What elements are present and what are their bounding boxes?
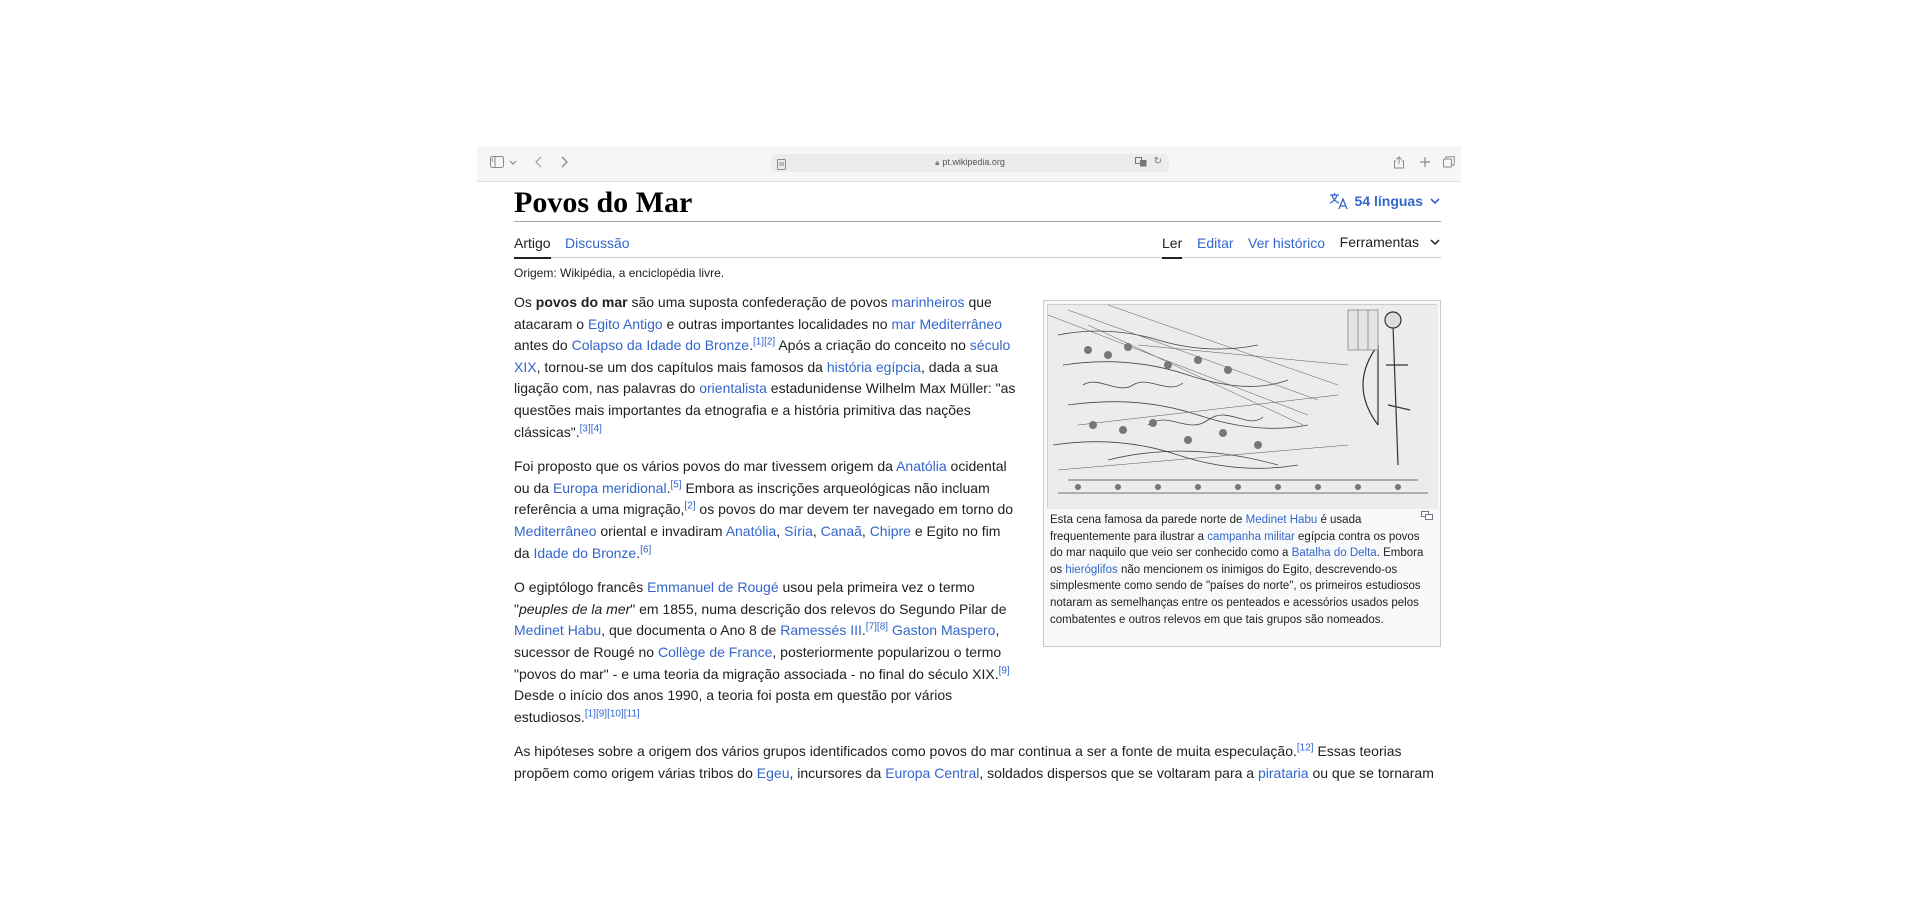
browser-window — [477, 146, 1461, 781]
tab-read[interactable]: Ler — [1162, 235, 1183, 251]
text-run: ou que se tornaram — [1308, 764, 1434, 781]
browser-toolbar — [477, 146, 1461, 182]
back-icon[interactable] — [534, 156, 544, 168]
tools-label: Ferramentas — [1339, 234, 1419, 250]
text-run: , sucessor de Rougé no — [514, 622, 1000, 660]
text-run: , soldados dispersos que se voltaram para a — [979, 764, 1258, 781]
wiki-link[interactable]: século XIX — [514, 337, 1011, 375]
text-run: , que documenta o Ano 8 de — [601, 622, 781, 639]
paragraph-hypotheses — [514, 741, 1441, 784]
text-run: , dada a sua ligação com, nas palavras do — [514, 358, 999, 397]
text-run: Embora as inscrições arqueológicas não incluam referência a uma migração, — [514, 479, 990, 518]
reference-link[interactable]: [7][8] — [865, 621, 889, 633]
text-run: oriental e invadiram — [596, 522, 726, 539]
paragraph-origin — [514, 456, 1019, 564]
text-run: são uma suposta confederação de povos — [627, 294, 892, 310]
tabs-overview-icon[interactable] — [1443, 156, 1455, 168]
bold-text: povos do mar — [535, 294, 628, 310]
tab-article[interactable]: Artigo — [514, 235, 551, 251]
text-run: é usada frequentemente para ilustrar a — [1050, 514, 1362, 543]
wiki-link[interactable]: pirataria — [1257, 764, 1309, 781]
text-run: . — [636, 544, 641, 561]
site-tagline: Origem: Wikipédia, a enciclopédia livre. — [514, 266, 725, 280]
tools-menu[interactable] — [1340, 234, 1441, 250]
text-run: Após a criação do conceito no — [775, 337, 970, 354]
chevron-down-icon[interactable] — [509, 156, 517, 168]
wiki-link[interactable]: Medinet Habu — [514, 622, 602, 639]
wiki-link[interactable]: Egeu — [756, 764, 790, 781]
text-run: Essas teorias propõem como origem várias tribos do — [514, 743, 1402, 781]
translate-icon[interactable] — [1135, 157, 1147, 169]
reference-link[interactable]: [1][9][10][11] — [584, 708, 640, 720]
text-run: Foi proposto que os vários povos do mar tivessem origem da — [514, 458, 897, 475]
text-run: e Egito no fim da — [514, 522, 1001, 561]
text-run: ocidental ou da — [514, 458, 1007, 496]
tab-discussion[interactable]: Discussão — [565, 235, 630, 251]
text-run: que atacaram o — [514, 294, 992, 332]
wiki-link[interactable]: Emmanuel de Rougé — [647, 579, 779, 596]
forward-icon[interactable] — [559, 156, 569, 168]
wiki-link[interactable]: Egito Antigo — [587, 315, 663, 332]
address-bar[interactable] — [771, 154, 1169, 172]
wiki-link[interactable]: Collège de France — [657, 643, 773, 660]
reference-link[interactable]: [3][4] — [579, 422, 602, 434]
reference-link[interactable]: [5] — [670, 479, 682, 491]
language-icon — [1329, 192, 1349, 210]
url-text: pt.wikipedia.org — [942, 157, 1005, 167]
text-run: . Embora os — [1050, 547, 1424, 576]
reference-link[interactable]: [2] — [684, 500, 696, 512]
reference-link[interactable]: [1][2] — [752, 336, 776, 348]
reference-link[interactable]: [12] — [1296, 742, 1314, 754]
wiki-link[interactable]: Gaston Maspero — [891, 622, 996, 639]
text-run: . — [749, 337, 753, 354]
text-run: , — [812, 522, 821, 539]
wiki-link[interactable]: história egípcia — [826, 358, 921, 375]
text-run: , posteriormente popularizou o termo "povos do mar" - e uma teoria da migração associada - no final do século XIX. — [514, 643, 1002, 682]
text-run: Desde o início dos anos 1990, a teoria foi posta em questão por vários estudiosos. — [514, 687, 953, 725]
wiki-link[interactable]: Canaã — [820, 522, 862, 539]
wiki-link[interactable]: Anatólia — [725, 522, 777, 539]
wiki-link[interactable]: Chipre — [869, 522, 911, 539]
reload-icon[interactable]: ↻ — [1153, 156, 1162, 167]
reference-link[interactable]: [6] — [640, 543, 652, 555]
text-run: O egiptólogo francês — [514, 579, 648, 596]
title-row — [514, 182, 1441, 222]
text-run: , tornou-se um dos capítulos mais famosos da — [536, 358, 827, 375]
wiki-link[interactable]: hieróglifos — [1065, 563, 1118, 576]
text-run: os povos do mar devem ter navegado em torno do — [695, 501, 1014, 518]
new-tab-icon[interactable] — [1419, 156, 1431, 168]
text-run: , incursores da — [789, 764, 886, 781]
text-run: . — [666, 479, 671, 496]
lock-icon: 🔒︎ — [935, 158, 940, 167]
wiki-link[interactable]: Colapso da Idade do Bronze — [571, 337, 750, 354]
text-run: As hipóteses sobre a origem dos vários grupos identificados como povos do mar continua a ser a fonte de muita especulação. — [514, 743, 1297, 760]
wiki-link[interactable]: orientalista — [699, 380, 767, 397]
wiki-link[interactable]: Europa Central — [885, 764, 980, 781]
languages-button[interactable] — [1329, 192, 1441, 210]
text-run: Esta cena famosa da parede norte de — [1050, 514, 1246, 526]
url-display — [771, 157, 1169, 168]
text-run: não mencionem os inimigos do Egito, descrevendo-os simplesmente como sendo de "países do norte", os primeiros estudiosos notaram as semelhanças entre os penteados e acessórios usados pelos combatentes e outros relevos em que tais grupos são nomeados. — [1050, 563, 1421, 626]
wiki-link[interactable]: Anatólia — [896, 458, 947, 475]
tabs-row — [514, 222, 1441, 258]
tab-history[interactable]: Ver histórico — [1248, 235, 1326, 251]
wiki-link[interactable]: Ramessés III — [780, 622, 862, 639]
text-run: , — [776, 522, 785, 539]
paragraph-intro — [514, 292, 1019, 443]
text-run: antes do — [514, 337, 572, 354]
wiki-link[interactable]: Batalha do Delta — [1291, 547, 1377, 560]
text-run: " em 1855, numa descrição dos relevos do Segundo Pilar de — [630, 600, 1007, 617]
reference-link[interactable]: [9] — [998, 664, 1010, 676]
sidebar-icon[interactable] — [490, 156, 504, 168]
text-run: e outras importantes localidades no — [662, 315, 892, 332]
wiki-link[interactable]: marinheiros — [891, 294, 965, 310]
page-title: Povos do Mar — [514, 186, 693, 219]
wiki-link[interactable]: Síria — [784, 522, 813, 539]
text-run: . — [861, 622, 866, 639]
italic-text: peuples de la mer — [518, 600, 631, 617]
text-run: , — [861, 522, 870, 539]
article-body — [514, 292, 1441, 797]
tab-edit[interactable]: Editar — [1197, 235, 1234, 251]
chevron-down-icon — [1429, 234, 1441, 250]
text-run: Os — [514, 294, 536, 310]
wiki-link[interactable]: campanha militar — [1207, 530, 1295, 543]
text-run: usou pela primeira vez o termo " — [514, 579, 975, 617]
languages-label: 54 línguas — [1354, 193, 1423, 209]
wiki-link[interactable]: Idade do Bronze — [533, 544, 637, 561]
wiki-link[interactable]: Mediterrâneo — [514, 522, 597, 539]
wiki-link[interactable]: mar Mediterrâneo — [891, 315, 1002, 332]
share-icon[interactable] — [1393, 156, 1405, 169]
paragraph-term — [514, 577, 1019, 728]
wiki-link[interactable]: Medinet Habu — [1245, 514, 1318, 526]
text-run: estadunidense Wilhelm Max Müller: "as questões mais importantes da etnografia e a história primitiva das nações clássicas". — [514, 380, 1016, 440]
wiki-link[interactable]: Europa meridional — [552, 479, 667, 496]
text-run: egípcia contra os povos do mar naquilo que veio ser conhecido como a — [1050, 530, 1420, 560]
chevron-down-icon — [1429, 196, 1441, 206]
